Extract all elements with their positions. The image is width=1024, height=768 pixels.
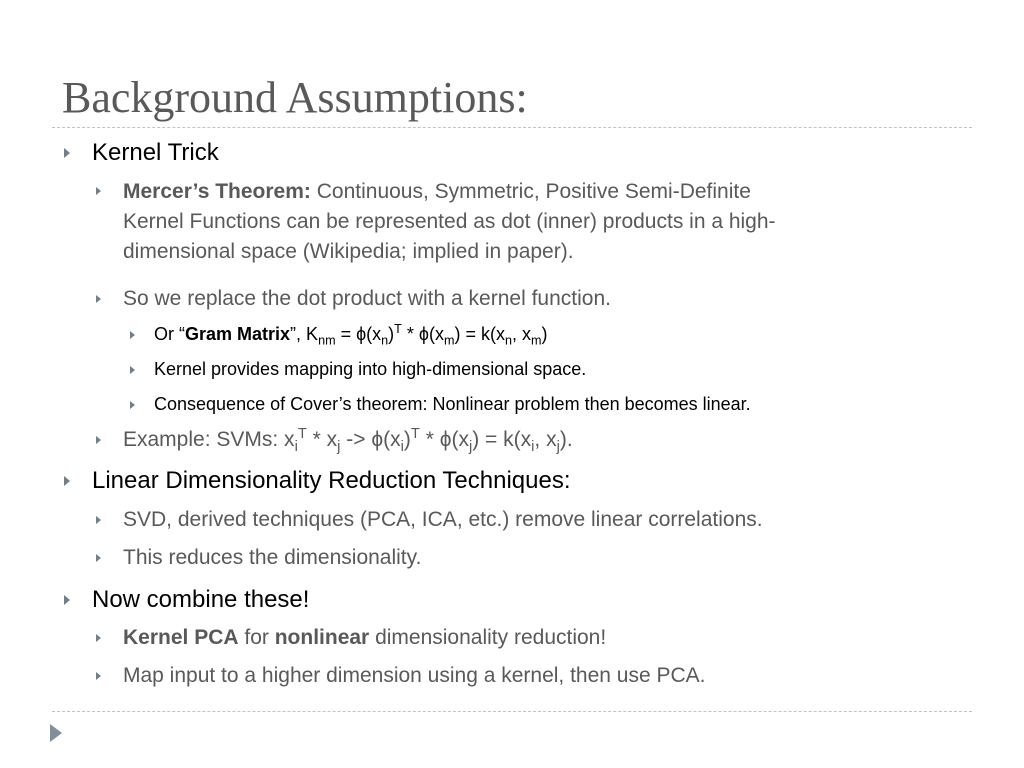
bullet-replace-dot-product: So we replace the dot product with a kernel function. xyxy=(123,287,611,310)
bullet-kernel-pca xyxy=(123,623,606,653)
ex-mid4: * ϕ(x xyxy=(419,428,469,451)
ex-end: ). xyxy=(559,428,573,451)
ex-sub-j3: j xyxy=(556,439,560,456)
slide-title: Background Assumptions: xyxy=(62,73,528,122)
bullet-triangle-right-icon xyxy=(96,436,101,444)
gram-prefix: Or “ xyxy=(154,324,185,344)
bullet-triangle-right-icon xyxy=(96,516,101,524)
gram-suffix: ”, K xyxy=(290,324,319,344)
bullet-mercer-line2: Kernel Functions can be represented as dot (inner) products in a high- xyxy=(123,210,776,233)
kpca-for: for xyxy=(238,626,275,649)
bullet-reduces-dim: This reduces the dimensionality. xyxy=(123,546,422,569)
bullet-kernel-trick: Kernel Trick xyxy=(92,139,219,166)
bullet-triangle-right-icon xyxy=(96,634,101,642)
bullet-gram-matrix xyxy=(154,321,548,347)
ex-mid1: * x xyxy=(306,428,338,451)
ex-sub-j2: j xyxy=(468,439,473,456)
bullet-mercer-line1 xyxy=(123,177,751,207)
bullet-linear-dim-reduction: Linear Dimensionality Reduction Techniques: xyxy=(92,467,571,494)
title-divider xyxy=(52,127,972,128)
ex-sub-i: i xyxy=(294,439,298,456)
gram-eq-k: ) = k(x xyxy=(454,324,505,344)
bullet-kernel-mapping: Kernel provides mapping into high-dimensional space. xyxy=(154,359,587,379)
gram-sub-n2: n xyxy=(504,333,512,348)
bullet-triangle-right-icon xyxy=(96,295,101,303)
gram-sub-nm: nm xyxy=(318,333,336,348)
bullet-triangle-right-icon xyxy=(130,401,135,409)
bullet-triangle-right-icon xyxy=(64,595,70,605)
ex-sup-t2: T xyxy=(410,426,420,442)
gram-comma-x: , x xyxy=(512,324,532,344)
ex-mid6: , x xyxy=(534,428,557,451)
nonlinear-label: nonlinear xyxy=(274,626,370,649)
bullet-triangle-right-icon xyxy=(130,331,135,339)
mercer-theorem-label: Mercer’s Theorem: xyxy=(123,180,311,203)
gram-sup-t: T xyxy=(394,322,402,336)
gram-close: ) xyxy=(541,324,548,344)
footer-divider xyxy=(52,711,972,712)
gram-sub-n: n xyxy=(381,333,389,348)
gram-times-phi: * ϕ(x xyxy=(401,324,444,344)
ex-mid2: -> ϕ(x xyxy=(340,428,401,451)
gram-paren-close: ) xyxy=(388,324,395,344)
kpca-rest: dimensionality reduction! xyxy=(369,626,607,649)
bullet-mercer-line3: dimensional space (Wikipedia; implied in paper). xyxy=(123,240,574,263)
ex-sub-i2: i xyxy=(400,439,404,456)
kernel-pca-label: Kernel PCA xyxy=(123,626,239,649)
bullet-map-input: Map input to a higher dimension using a kernel, then use PCA. xyxy=(123,664,706,687)
bullet-triangle-right-icon xyxy=(96,672,101,680)
gram-eq1: = ϕ(x xyxy=(335,324,382,344)
bullet-now-combine: Now combine these! xyxy=(92,586,310,613)
bullet-triangle-right-icon xyxy=(64,148,70,158)
gram-matrix-label: Gram Matrix xyxy=(185,324,291,344)
ex-sup-t: T xyxy=(297,426,307,442)
bullet-triangle-right-icon xyxy=(96,554,101,562)
mercer-text-1: Continuous, Symmetric, Positive Semi-Definite xyxy=(310,180,751,203)
bullet-cover-theorem: Consequence of Cover’s theorem: Nonlinear problem then becomes linear. xyxy=(154,394,751,414)
bullet-svd: SVD, derived techniques (PCA, ICA, etc.) remove linear correlations. xyxy=(123,508,763,531)
bullet-triangle-right-icon xyxy=(130,366,135,374)
ex-mid3: ) xyxy=(403,428,411,451)
bullet-triangle-right-icon xyxy=(64,476,70,486)
gram-sub-m2: m xyxy=(531,333,542,348)
play-icon[interactable] xyxy=(50,724,62,742)
ex-prefix: Example: SVMs: x xyxy=(123,428,295,451)
bullet-example-svm xyxy=(123,425,573,455)
gram-sub-m: m xyxy=(443,333,455,348)
ex-mid5: ) = k(x xyxy=(472,428,532,451)
ex-sub-j: j xyxy=(337,439,341,456)
ex-sub-i3: i xyxy=(531,439,535,456)
bullet-triangle-right-icon xyxy=(96,187,101,195)
